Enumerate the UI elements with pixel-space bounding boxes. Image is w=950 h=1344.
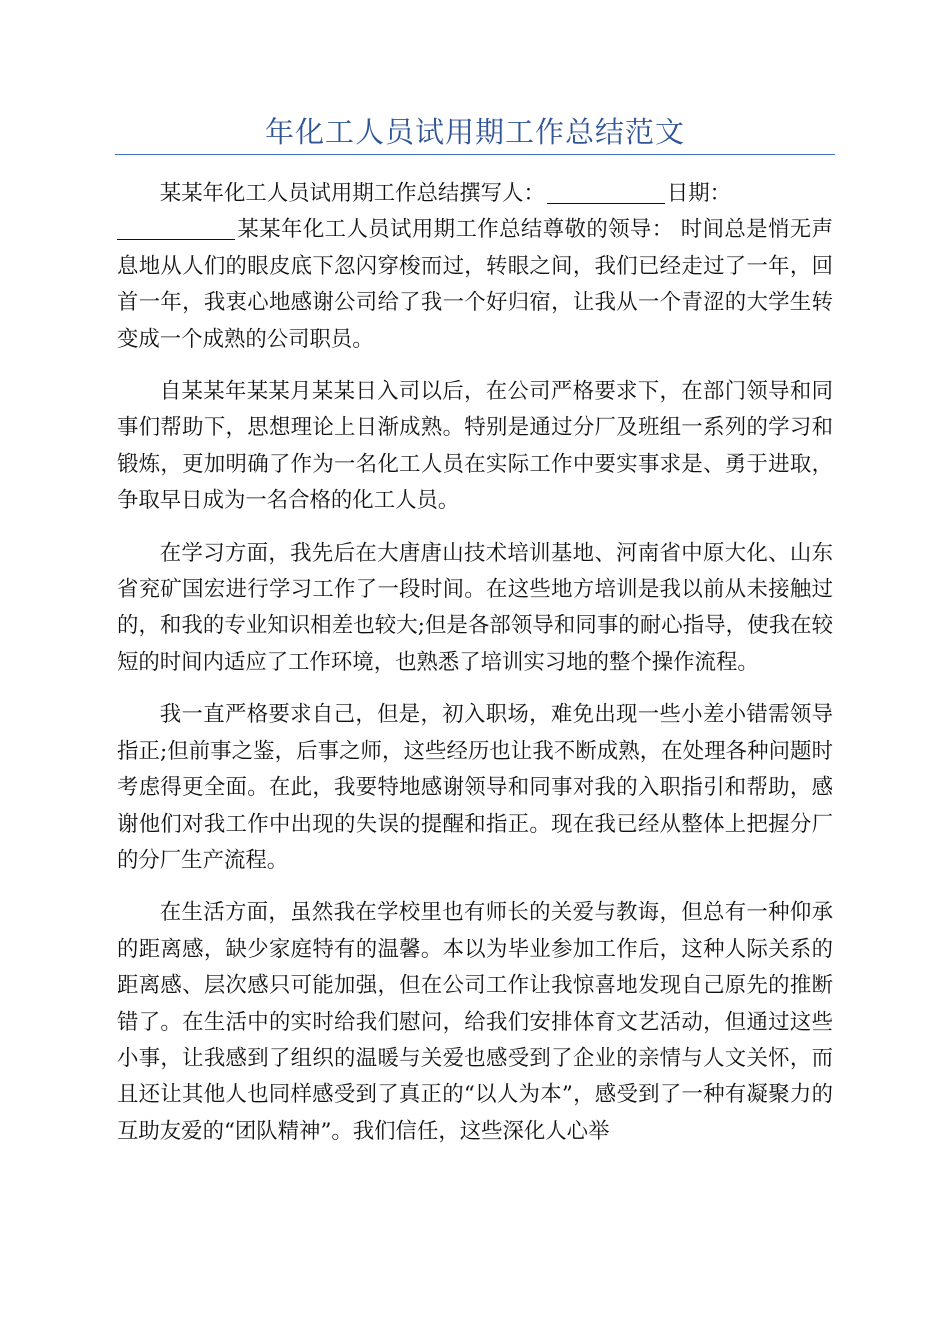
paragraph-3: 我一直严格要求自己，但是，初入职场，难免出现一些小差小错需领导指正;但前事之鉴，后事之师，这些经历也让我不断成熟，在处理各种问题时考虑得更全面。在此，我要特地感谢领导和同事对我的入职指引和帮助，感谢他们对我工作中出现的失误的提醒和指正。现在我已经从整体上把握分厂的分厂生产流程。	[117, 702, 833, 873]
paragraph-2: 在学习方面，我先后在大唐唐山技术培训基地、河南省中原大化、山东省兖矿国宏进行学习工作了一段时间。在这些地方培训是我以前从未接触过的，和我的专业知识相差也较大;但是各部领导和同事的耐心指导，使我在较短的时间内适应了工作环境，也熟悉了培训实习地的整个操作流程。	[117, 540, 833, 675]
paragraph-4: 在生活方面，虽然我在学校里也有师长的关爱与教诲，但总有一种仰承的距离感，缺少家庭特有的温馨。本以为毕业参加工作后，这种人际关系的距离感、层次感只可能加强，但在公司工作让我惊喜地发现自己原先的推断错了。在生活中的实时给我们慰问，给我们安排体育文艺活动，但通过这些小事，让我感到了组织的温暖与关爱也感受到了企业的亲情与人文关怀，而且还让其他人也同样感受到了真正的“以人为本”，感受到了一种有凝聚力的互助友爱的“团队精神”。我们信任，这些深化人心举	[117, 900, 833, 1144]
date-blank-line	[117, 217, 235, 240]
paragraph-1: 自某某年某某月某某日入司以后，在公司严格要求下，在部门领导和同事们帮助下，思想理论上日渐成熟。特别是通过分厂及班组一系列的学习和锻炼，更加明确了作为一名化工人员在实际工作中要实事求是、勇于进取，争取早日成为一名合格的化工人员。	[117, 379, 833, 514]
intro-continuation: 某某年化工人员试用期工作总结尊敬的领导： 时间总是悄无声息地从人们的眼皮底下忽闪穿梭而过，转眼之间，我们已经走过了一年，回首一年，我衷心地感谢公司给了我一个好归宿，让我从一个青涩的大学生转变成一个成熟的公司职员。	[117, 217, 833, 352]
date-label: 日期：	[666, 181, 732, 206]
document-title: 年化工人员试用期工作总结范文	[264, 115, 685, 149]
title-underline	[115, 154, 835, 155]
document-body	[117, 176, 833, 1166]
intro-paragraph	[117, 176, 833, 358]
author-label: 某某年化工人员试用期工作总结撰写人：	[159, 181, 545, 206]
author-blank-line	[547, 180, 665, 203]
